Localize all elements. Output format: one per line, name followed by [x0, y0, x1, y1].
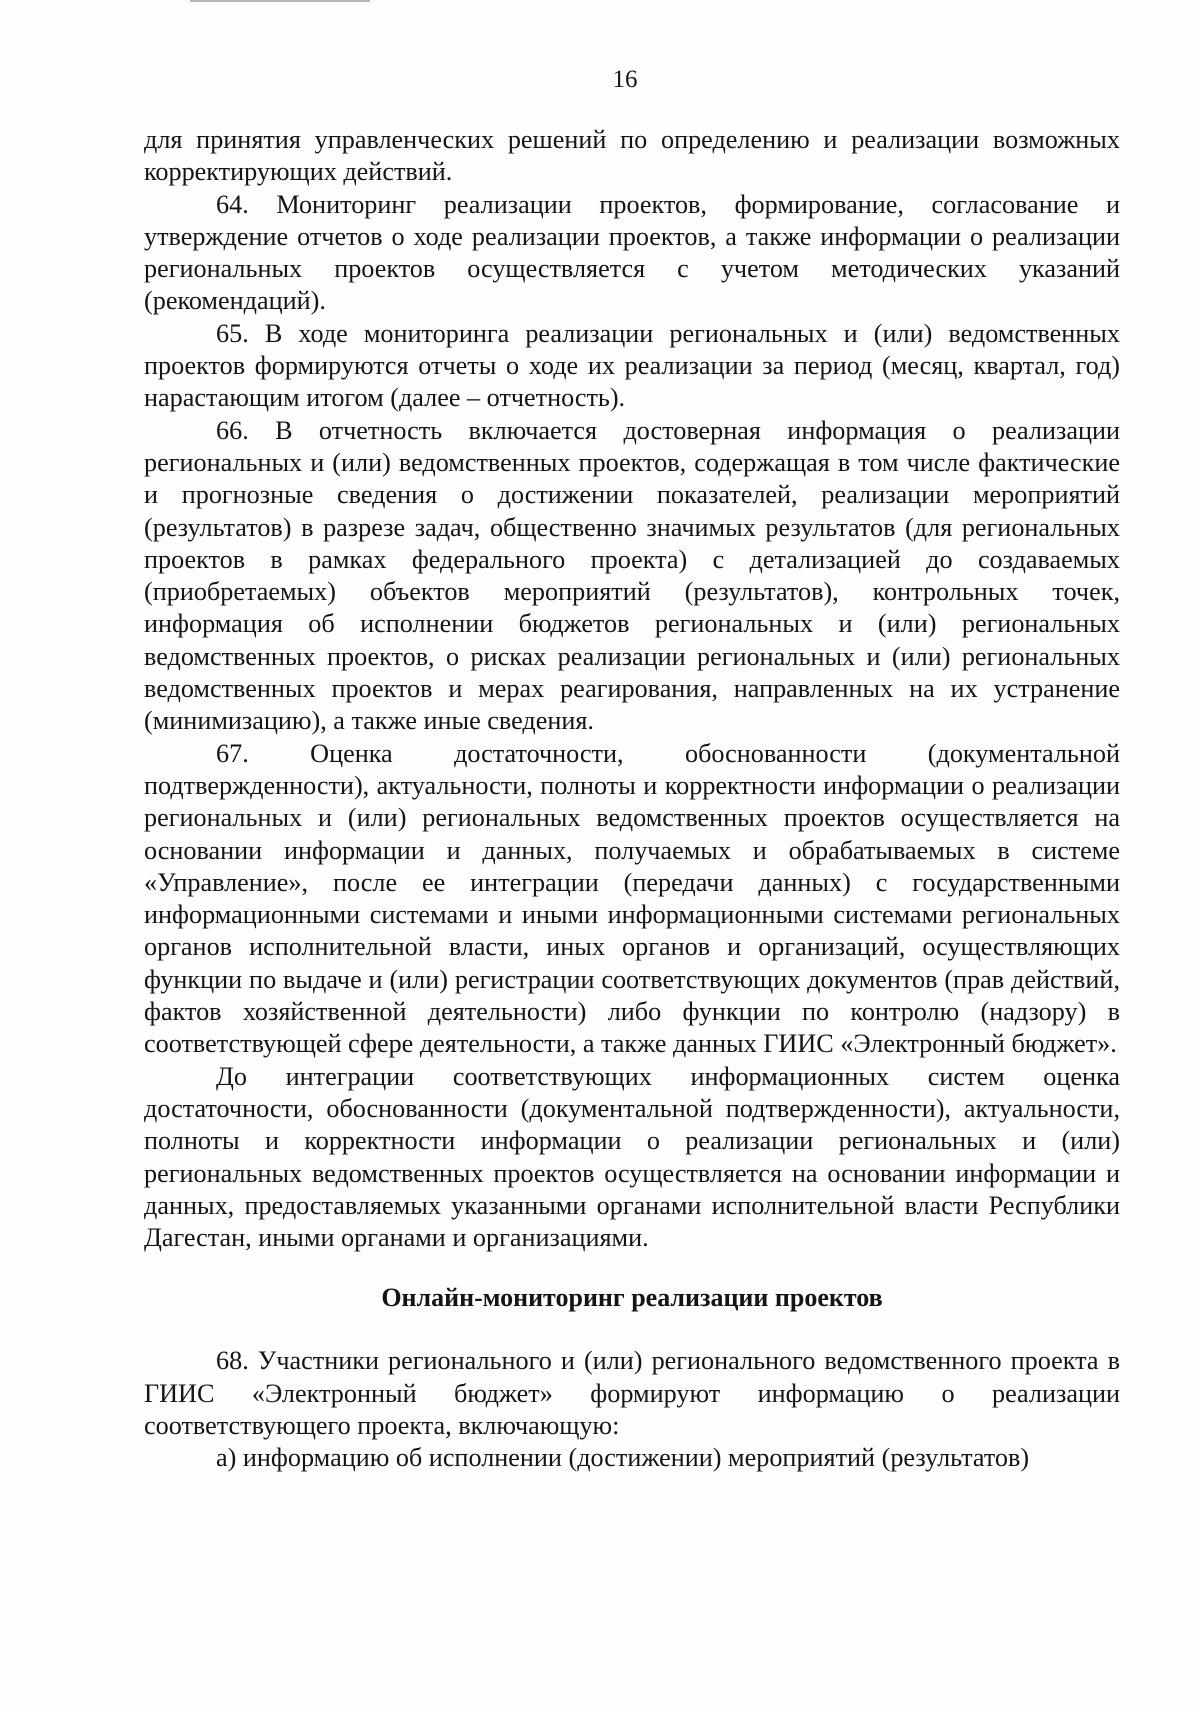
scan-edge-mark [190, 0, 370, 2]
paragraph-continuation: для принятия управленческих решений по определению и реализации возможных корректирующих действий. [144, 125, 1120, 187]
paragraph-68-item-a: а) информацию об исполнении (достижении) мероприятий (результатов) [216, 1443, 1030, 1473]
paragraph-68: 68. Участники регионального и (или) регионального ведомственного проекта в ГИИС «Электронный бюджет» формируют информацию о реализации соответствующего проекта, включающую: [144, 1346, 1120, 1440]
paragraph-67: 67. Оценка достаточности, обоснованности (документальной подтвержденности), актуальности, полноты и корректности информации о реализации региональных и (или) региональных ведомственных проектов осуществляется на основании информации и данных, получаемых и обрабатываемых в системе «Управление», после ее интеграции (передачи данных) с государственными информационными системами и иными информационными системами региональных органов исполнительной власти, иных органов и организаций, осуществляющих функции по выдаче и (или) регистрации соответствующих документов (прав действий, фактов хозяйственной деятельности) либо функции по контролю (надзору) в соответствующей сфере деятельности, а также данных ГИИС «Электронный бюджет». [144, 738, 1120, 1059]
paragraph-64: 64. Мониторинг реализации проектов, формирование, согласование и утверждение отчетов о ходе реализации проектов, а также информации о реализации региональных проектов осуществляется с учетом методических указаний (рекомендаций). [144, 189, 1120, 316]
section-heading: Онлайн-мониторинг реализации проектов [381, 1283, 883, 1313]
paragraph-67-continuation: До интеграции соответствующих информационных систем оценка достаточности, обоснованности (документальной подтвержденности), актуальности, полноты и корректности информации о реализации региональных и (или) региональных ведомственных проектов осуществляется на основании информации и данных, предоставляемых указанными органами исполнительной власти Республики Дагестан, иными органами и организациями. [144, 1061, 1120, 1253]
paragraph-66: 66. В отчетность включается достоверная информация о реализации региональных и (или) ведомственных проектов, содержащая в том числе фактические и прогнозные сведения о достижении показателей, реализации мероприятий (результатов) в разрезе задач, общественно значимых результатов (для региональных проектов в рамках федерального проекта) с детализацией до создаваемых (приобретаемых) объектов мероприятий (результатов), контрольных точек, информация об исполнении бюджетов региональных и (или) региональных ведомственных проектов, о рисках реализации региональных и (или) региональных ведомственных проектов и мерах реагирования, направленных на их устранение (минимизацию), а также иные сведения. [144, 415, 1120, 736]
document-body [144, 124, 1120, 1475]
page-number: 16 [612, 66, 638, 93]
paragraph-65: 65. В ходе мониторинга реализации региональных и (или) ведомственных проектов формируются отчеты о ходе их реализации за период (месяц, квартал, год) нарастающим итогом (далее – отчетность). [144, 318, 1120, 413]
